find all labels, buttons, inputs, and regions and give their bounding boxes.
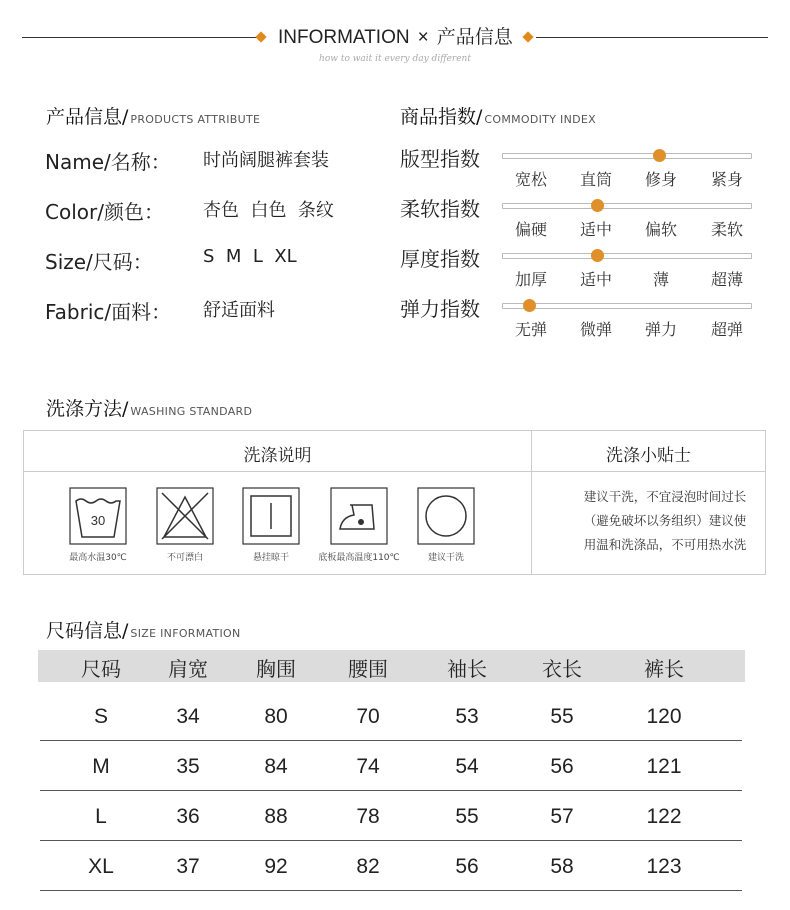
index-option: 适中 bbox=[579, 270, 612, 289]
index-option: 薄 bbox=[652, 270, 669, 289]
size-cell: 70 bbox=[356, 705, 380, 728]
size-cell: XL bbox=[88, 855, 114, 878]
size-cell: 88 bbox=[264, 805, 288, 828]
index-level-dot bbox=[653, 149, 666, 162]
index-option: 弹力 bbox=[644, 320, 677, 339]
size-header-cell: 裤长 bbox=[644, 657, 684, 681]
size-cell: 35 bbox=[176, 755, 200, 778]
header-line-right bbox=[536, 37, 768, 38]
header-title-sep: × bbox=[417, 27, 429, 48]
size-cell: 120 bbox=[646, 705, 682, 728]
size-cell: 84 bbox=[264, 755, 288, 778]
size-cell: 34 bbox=[176, 705, 200, 728]
index-option: 紧身 bbox=[710, 170, 743, 189]
size-cell: 57 bbox=[550, 805, 574, 828]
header-title-en: INFORMATION bbox=[278, 27, 410, 48]
header-diamond-left bbox=[255, 31, 266, 42]
attr-label: Color/颜色： bbox=[45, 200, 164, 224]
size-header-cell: 尺码 bbox=[81, 657, 121, 681]
size-header-cell: 肩宽 bbox=[168, 657, 208, 681]
header-line-left bbox=[22, 37, 258, 38]
index-option: 柔软 bbox=[710, 220, 743, 239]
iron-110-icon bbox=[330, 487, 388, 545]
size-cell: 74 bbox=[356, 755, 380, 778]
header-title bbox=[278, 22, 518, 49]
size-cell: 55 bbox=[550, 705, 574, 728]
size-cell: 121 bbox=[646, 755, 682, 778]
size-header-cell: 胸围 bbox=[256, 657, 296, 681]
index-track bbox=[502, 303, 752, 309]
size-cell: 36 bbox=[176, 805, 200, 828]
washing-table bbox=[23, 430, 766, 575]
size-cell: 80 bbox=[264, 705, 288, 728]
size-cell: 37 bbox=[176, 855, 200, 878]
index-option: 加厚 bbox=[514, 270, 547, 289]
index-level-dot bbox=[591, 249, 604, 262]
index-option: 宽松 bbox=[514, 170, 547, 189]
size-header-cell: 衣长 bbox=[542, 657, 582, 681]
washing-title: 洗涤方法/ WASHING STANDARD bbox=[46, 398, 253, 420]
index-option: 修身 bbox=[644, 170, 677, 189]
index-option: 适中 bbox=[579, 220, 612, 239]
tip-line: （避免破坏以务组织）建议使 bbox=[583, 513, 747, 528]
wash-30-icon bbox=[69, 487, 127, 545]
size-title: 尺码信息/ SIZE INFORMATION bbox=[46, 620, 241, 642]
size-cell: 55 bbox=[455, 805, 479, 828]
size-cell: 58 bbox=[550, 855, 574, 878]
index-label: 柔软指数 bbox=[400, 197, 480, 221]
attr-label: Name/名称： bbox=[45, 150, 171, 174]
index-title: 商品指数/ COMMODITY INDEX bbox=[400, 106, 596, 128]
attr-label: Size/尺码： bbox=[45, 250, 153, 274]
size-cell: 82 bbox=[356, 855, 380, 878]
attr-value: S M L XL bbox=[203, 246, 297, 267]
index-option: 无弹 bbox=[514, 320, 547, 339]
attr-label: Fabric/面料： bbox=[45, 300, 172, 324]
index-option: 偏硬 bbox=[514, 220, 547, 239]
size-cell: 78 bbox=[356, 805, 380, 828]
washing-tips bbox=[554, 485, 776, 557]
size-cell: M bbox=[92, 755, 110, 778]
size-header-cell: 腰围 bbox=[348, 657, 388, 681]
index-label: 版型指数 bbox=[400, 147, 480, 171]
size-cell: 123 bbox=[646, 855, 682, 878]
size-row-divider bbox=[40, 790, 742, 791]
index-label: 弹力指数 bbox=[400, 297, 480, 321]
attr-value: 杏色 白色 条纹 bbox=[203, 200, 334, 221]
wash-caption: 建议干洗 bbox=[427, 553, 464, 563]
size-cell: 122 bbox=[646, 805, 682, 828]
index-option: 超弹 bbox=[710, 320, 743, 339]
index-option: 直筒 bbox=[579, 170, 612, 189]
washing-col1-header: 洗涤说明 bbox=[243, 446, 312, 466]
wash-caption: 底板最高温度110℃ bbox=[318, 553, 400, 563]
header-diamond-right bbox=[522, 31, 533, 42]
index-option: 超薄 bbox=[710, 270, 743, 289]
wash-caption: 最高水温30℃ bbox=[69, 553, 127, 563]
header-script: how to wait it every day different bbox=[319, 54, 471, 64]
wash-caption: 悬挂晾干 bbox=[252, 553, 289, 563]
size-cell: 53 bbox=[455, 705, 479, 728]
index-option: 微弹 bbox=[579, 320, 612, 339]
header-title-cn: 产品信息 bbox=[436, 27, 513, 48]
tip-line: 建议干洗，不宜浸泡时间过长 bbox=[583, 489, 747, 504]
no-bleach-icon bbox=[156, 487, 214, 545]
size-row-divider bbox=[40, 840, 742, 841]
size-cell: 92 bbox=[264, 855, 288, 878]
size-row-divider bbox=[40, 740, 742, 741]
index-track bbox=[502, 253, 752, 259]
size-cell: 54 bbox=[455, 755, 479, 778]
washing-header-line bbox=[24, 471, 765, 472]
wash-temp-number: 30 bbox=[90, 513, 106, 528]
size-header-cell: 袖长 bbox=[447, 657, 487, 681]
size-cell: 56 bbox=[550, 755, 574, 778]
tip-line: 用温和洗涤品，不可用热水洗 bbox=[583, 537, 747, 552]
size-cell: S bbox=[93, 705, 108, 728]
attr-value: 时尚阔腿裤套装 bbox=[203, 150, 329, 171]
attr-value: 舒适面料 bbox=[203, 300, 275, 321]
index-level-dot bbox=[591, 199, 604, 212]
size-row-divider bbox=[40, 890, 742, 891]
index-option: 偏软 bbox=[644, 220, 677, 239]
index-track bbox=[502, 203, 752, 209]
size-cell: 56 bbox=[455, 855, 479, 878]
hang-dry-icon bbox=[242, 487, 300, 545]
size-cell: L bbox=[95, 805, 107, 828]
index-level-dot bbox=[523, 299, 536, 312]
washing-col2-header: 洗涤小贴士 bbox=[606, 446, 691, 466]
dry-clean-icon bbox=[417, 487, 475, 545]
index-track bbox=[502, 153, 752, 159]
index-label: 厚度指数 bbox=[400, 247, 480, 271]
wash-caption: 不可漂白 bbox=[166, 553, 203, 563]
attributes-title: 产品信息/ PRODUCTS ATTRIBUTE bbox=[46, 106, 261, 128]
